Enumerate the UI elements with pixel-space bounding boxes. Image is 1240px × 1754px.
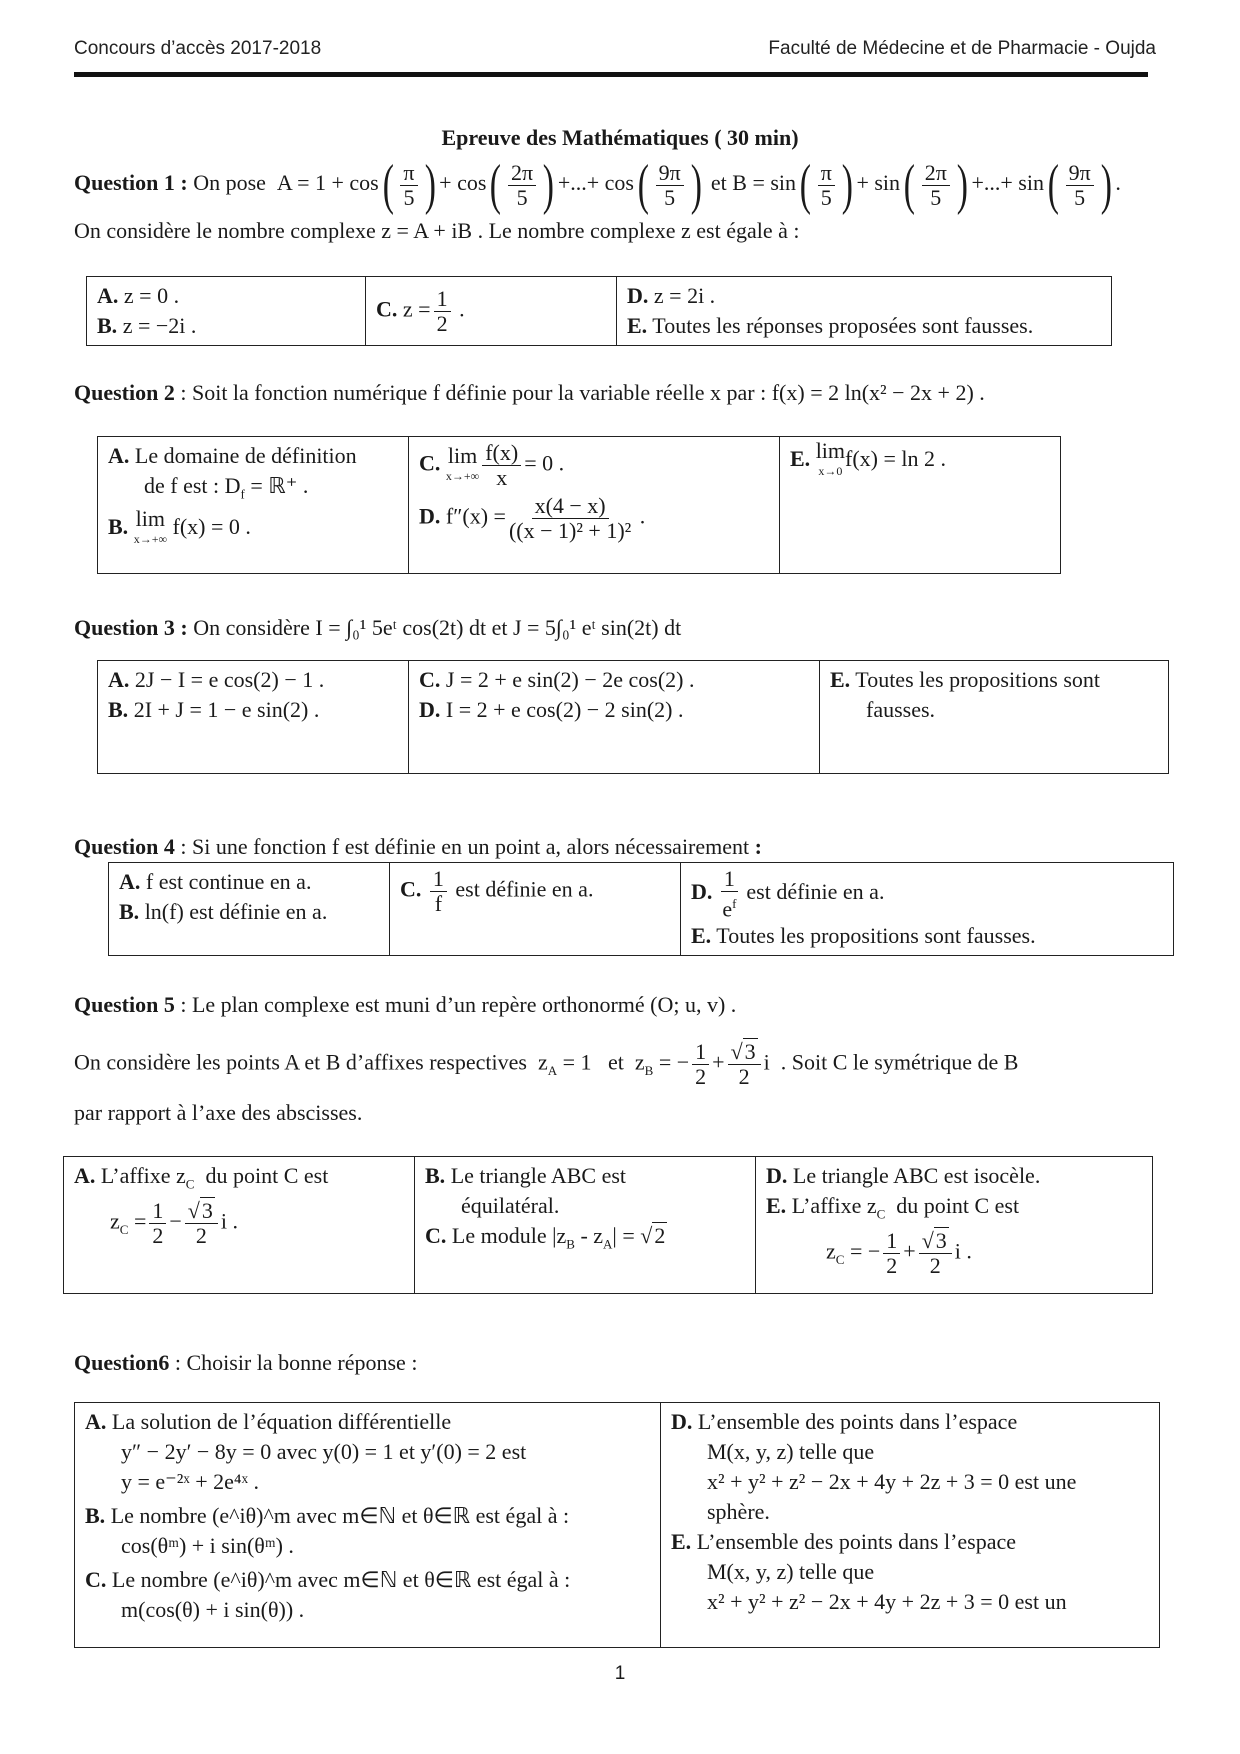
header-rule [74, 72, 1148, 77]
q4-text: : Si une fonction f est définie en un point a, alors nécessairement [180, 834, 750, 859]
q6-option-a[interactable]: A. La solution de l’équation différentielle [85, 1409, 452, 1434]
q3-options: A. 2J − I = e cos(2) − 1 . B. 2I + J = 1 − e sin(2) . C. J = 2 + e sin(2) − 2e cos(2) . D. I = 2 + e cos(2) − 2 sin(2) . E. Toutes les propositions sont fausses. [97, 660, 1169, 774]
q3-option-b[interactable]: B. 2I + J = 1 − e sin(2) . [108, 697, 320, 722]
q6-options: A. La solution de l’équation différentielle y″ − 2y′ − 8y = 0 avec y(0) = 1 et y′(0) = 2 est y = e⁻²ˣ + 2e⁴ˣ . B. Le nombre (e^iθ)^m avec m∈ℕ et θ∈ℝ est égal à : cos(θᵐ) + i sin(θᵐ) . C. Le nombre (e^iθ)^m avec m∈ℕ et θ∈ℝ est égal à : m(cos(θ) + i sin(θ)) . D. L’ensemble des points dans l’espace M(x, y, z) telle que x² + y² + z² − 2x + 4y + 2z + 3 = 0 est une sphère. E. L’ensemble des points dans l’espace M(x, y, z) telle que x² + y² + z² − 2x + 4y + 2z + 3 = 0 est un [74, 1402, 1160, 1648]
q6-option-b[interactable]: B. Le nombre (e^iθ)^m avec m∈ℕ et θ∈ℝ est égal à : [85, 1503, 570, 1528]
q1-options [86, 276, 1112, 346]
q5-option-a[interactable]: A. L’affixe $z_C$ du point C est [74, 1163, 329, 1192]
q1-option-b[interactable]: B. z = −2i . [97, 313, 197, 338]
exam-title: Epreuve des Mathématiques ( 30 min) [441, 125, 799, 150]
q4-option-a[interactable]: A. f est continue en a. [119, 869, 312, 894]
q4-label: Question 4 [74, 834, 175, 859]
question-5 [74, 990, 736, 1020]
q2-option-c[interactable]: C. lim x→+∞ $\frac{f(x)}{x}$ = 0 . [419, 440, 565, 490]
q3-option-a[interactable]: A. 2J − I = e cos(2) − 1 . [108, 667, 325, 692]
question-2 [74, 378, 985, 408]
q1-option-a[interactable]: A. z = 0 . [97, 283, 180, 308]
q4-options [108, 862, 1174, 956]
q1-option-c[interactable]: C. z = $\frac{1}{2}$ . [376, 285, 465, 336]
q3-option-d[interactable]: D. I = 2 + e cos(2) − 2 sin(2) . [419, 697, 684, 722]
q4-option-b[interactable]: B. ln(f) est définie en a. [119, 899, 328, 924]
q5-option-e[interactable]: E. L’affixe $z_C$ du point C est [766, 1193, 1020, 1222]
q6-option-c[interactable]: C. Le nombre (e^iθ)^m avec m∈ℕ et θ∈ℝ est égal à : [85, 1567, 571, 1592]
q3-text: On considère I = ∫₀¹ 5eᵗ cos(2t) dt et J = 5∫₀¹ eᵗ sin(2t) dt [193, 615, 682, 640]
q6-option-e[interactable]: E. L’ensemble des points dans l’espace [671, 1529, 1017, 1554]
q4-option-c[interactable]: C. $\frac{1}{f}$ est définie en a. [400, 866, 594, 916]
q6-option-d[interactable]: D. L’ensemble des points dans l’espace [671, 1409, 1018, 1434]
q5-options: A. L’affixe $z_C$ du point C est $z_C$ = $\frac{1}{2}$ − $\frac{√3}{2}$ i . B. Le triangle ABC est équilatéral. C. Le module $|z_B - z_A| = √2$ D. Le triangle ABC est isocèle. E. L’affixe $z_C$ du point C est $z_C$ = − $\frac{1}{2}$ + $\frac{√3}{2}$ i . [63, 1156, 1153, 1294]
q2-option-d[interactable]: D. f″(x) = $\frac{x(4 - x)}{\text{((x − 1)² + 1)²}}$ . [419, 493, 646, 543]
question-1: Question 1 : On pose A = 1 + cos ( $\frac{\pi}{5}$ ) + cos ( $\frac{2\pi}{5}$ ) +...+ cos ( $\frac{9\pi}{5}$ ) et B = sin ( $\frac{\pi}{5}$ ) + sin ( $\frac{2\pi}{5}$ ) +...+ sin ( $\frac{9\pi}{5}$ ) . [74, 154, 1121, 216]
q2-function: f(x) = 2 ln(x² − 2x + 2) . [771, 380, 985, 405]
q1-option-d[interactable]: D. z = 2i . [627, 283, 716, 308]
q1-line2: On considère le nombre complexe z = A + iB . Le nombre complexe z est égale à : [74, 218, 800, 243]
question-4: Question 4 : Si une fonction f est définie en un point a, alors nécessairement : [74, 834, 762, 859]
question-6 [74, 1348, 417, 1378]
q1-label: Question 1 : [74, 170, 188, 196]
q4-option-e[interactable]: E. Toutes les propositions sont fausses. [691, 923, 1036, 949]
q5-text: : Le plan complexe est muni d’un repère orthonormé (O; u, v) . [180, 992, 737, 1017]
q5-line2: On considère les points A et B d’affixes respectives $z_A = 1$ et $z_B$ = − $\frac{1}{2}$ + $\frac{√3}{2}$ i . Soit C le symétrique de B [74, 1039, 1019, 1089]
q2-options: A. Le domaine de définition de f est : $D_f$ = ℝ⁺ . B. lim x→+∞ f(x) = 0 . C. lim x→+∞ $\frac{f(x)}{x}$ = 0 . D. f″(x) = $\frac{x(4 - x)}{\text{((x − 1)² + 1)²}}$ . E. lim x→0 f(x) = ln 2 . [97, 436, 1061, 574]
q5-line3: par rapport à l’axe des abscisses. [74, 1100, 363, 1125]
q5-label: Question 5 [74, 992, 175, 1017]
q3-option-e[interactable]: E. Toutes les propositions sont [830, 667, 1101, 692]
q5-option-d[interactable]: D. Le triangle ABC est isocèle. [766, 1163, 1041, 1188]
q2-option-e[interactable]: E. lim x→0 f(x) = ln 2 . [790, 438, 947, 478]
page-number: 1 [614, 1663, 626, 1684]
q6-text: : Choisir la bonne réponse : [174, 1350, 418, 1375]
header-left: Concours d’accès 2017-2018 [74, 38, 322, 59]
q2-option-b[interactable]: B. lim x→+∞ f(x) = 0 . [108, 506, 251, 547]
q2-text: : Soit la fonction numérique f définie pour la variable réelle x par : [180, 380, 767, 405]
q5-option-b[interactable]: B. Le triangle ABC est [425, 1163, 627, 1188]
q3-option-c[interactable]: C. J = 2 + e sin(2) − 2e cos(2) . [419, 667, 695, 692]
q1-option-e[interactable]: E. Toutes les réponses proposées sont fausses. [627, 313, 1034, 338]
header-right: Faculté de Médecine et de Pharmacie - Oujda [768, 38, 1156, 59]
q2-option-a[interactable]: A. Le domaine de définition [108, 443, 357, 468]
q3-label: Question 3 : [74, 615, 188, 640]
q1-intro: On pose [193, 170, 266, 196]
question-3 [74, 613, 681, 643]
q5-option-c[interactable]: C. Le module $|z_B - z_A| = √2$ [425, 1223, 666, 1252]
q1-and: et [710, 170, 727, 196]
q6-label: Question6 [74, 1350, 170, 1375]
q4-option-d[interactable]: D. $\frac{1}{e^f}$ est définie en a. [691, 866, 885, 922]
q2-label: Question 2 [74, 380, 175, 405]
